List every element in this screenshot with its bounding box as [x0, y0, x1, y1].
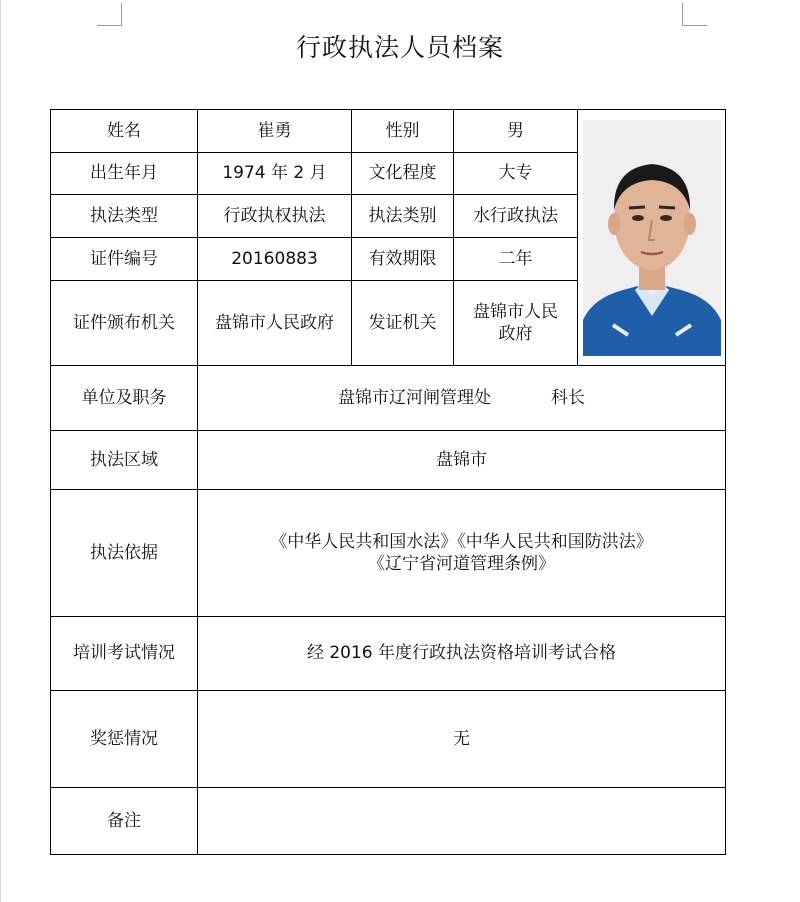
portrait-photo	[583, 120, 721, 356]
photo-cell	[578, 110, 726, 366]
table-row	[51, 617, 726, 691]
education-value: 大专	[454, 153, 578, 195]
name-value: 崔勇	[198, 110, 352, 153]
position-value: 科长	[551, 387, 585, 408]
gender-label: 性别	[352, 110, 454, 153]
page-edge	[0, 0, 1, 902]
issuer-value-line-1: 盘锦市人民	[473, 301, 558, 322]
enforcement-category-label: 执法类别	[352, 195, 454, 238]
training-label: 培训考试情况	[51, 617, 198, 691]
birth-label: 出生年月	[51, 153, 198, 195]
table-row	[51, 431, 726, 490]
birth-value: 1974 年 2 月	[198, 153, 352, 195]
basis-line-1: 《中华人民共和国水法》《中华人民共和国防洪法》	[270, 531, 653, 552]
issuing-authority-value: 盘锦市人民政府	[198, 281, 352, 366]
basis-value	[198, 490, 726, 617]
table-row	[51, 788, 726, 855]
table-row	[51, 490, 726, 617]
enforcement-type-value: 行政执权执法	[198, 195, 352, 238]
validity-label: 有效期限	[352, 238, 454, 281]
rewards-label: 奖惩情况	[51, 691, 198, 788]
crop-mark-top-right	[682, 3, 707, 26]
validity-value: 二年	[454, 238, 578, 281]
issuing-authority-label: 证件颁布机关	[51, 281, 198, 366]
unit-value: 盘锦市辽河闸管理处	[338, 387, 491, 408]
issuer-value	[454, 281, 578, 366]
archive-table	[50, 109, 726, 855]
name-label: 姓名	[51, 110, 198, 153]
table-row	[51, 366, 726, 431]
issuer-label: 发证机关	[352, 281, 454, 366]
region-label: 执法区域	[51, 431, 198, 490]
cert-number-value: 20160883	[198, 238, 352, 281]
table-row	[51, 110, 726, 153]
education-label: 文化程度	[352, 153, 454, 195]
basis-line-2: 《辽宁省河道管理条例》	[368, 554, 555, 574]
cert-number-label: 证件编号	[51, 238, 198, 281]
gender-value: 男	[454, 110, 578, 153]
region-value: 盘锦市	[198, 431, 726, 490]
training-value: 经 2016 年度行政执法资格培训考试合格	[198, 617, 726, 691]
document-title: 行政执法人员档案	[295, 33, 504, 62]
remarks-value	[198, 788, 726, 855]
rewards-value: 无	[198, 691, 726, 788]
unit-label: 单位及职务	[51, 366, 198, 431]
basis-label: 执法依据	[51, 490, 198, 617]
unit-value-cell	[198, 366, 726, 431]
portrait-image	[583, 120, 721, 356]
enforcement-category-value: 水行政执法	[454, 195, 578, 238]
remarks-label: 备注	[51, 788, 198, 855]
table-row	[51, 691, 726, 788]
enforcement-type-label: 执法类型	[51, 195, 198, 238]
issuer-value-line-2: 政府	[498, 324, 533, 344]
crop-mark-top-left	[97, 3, 122, 26]
